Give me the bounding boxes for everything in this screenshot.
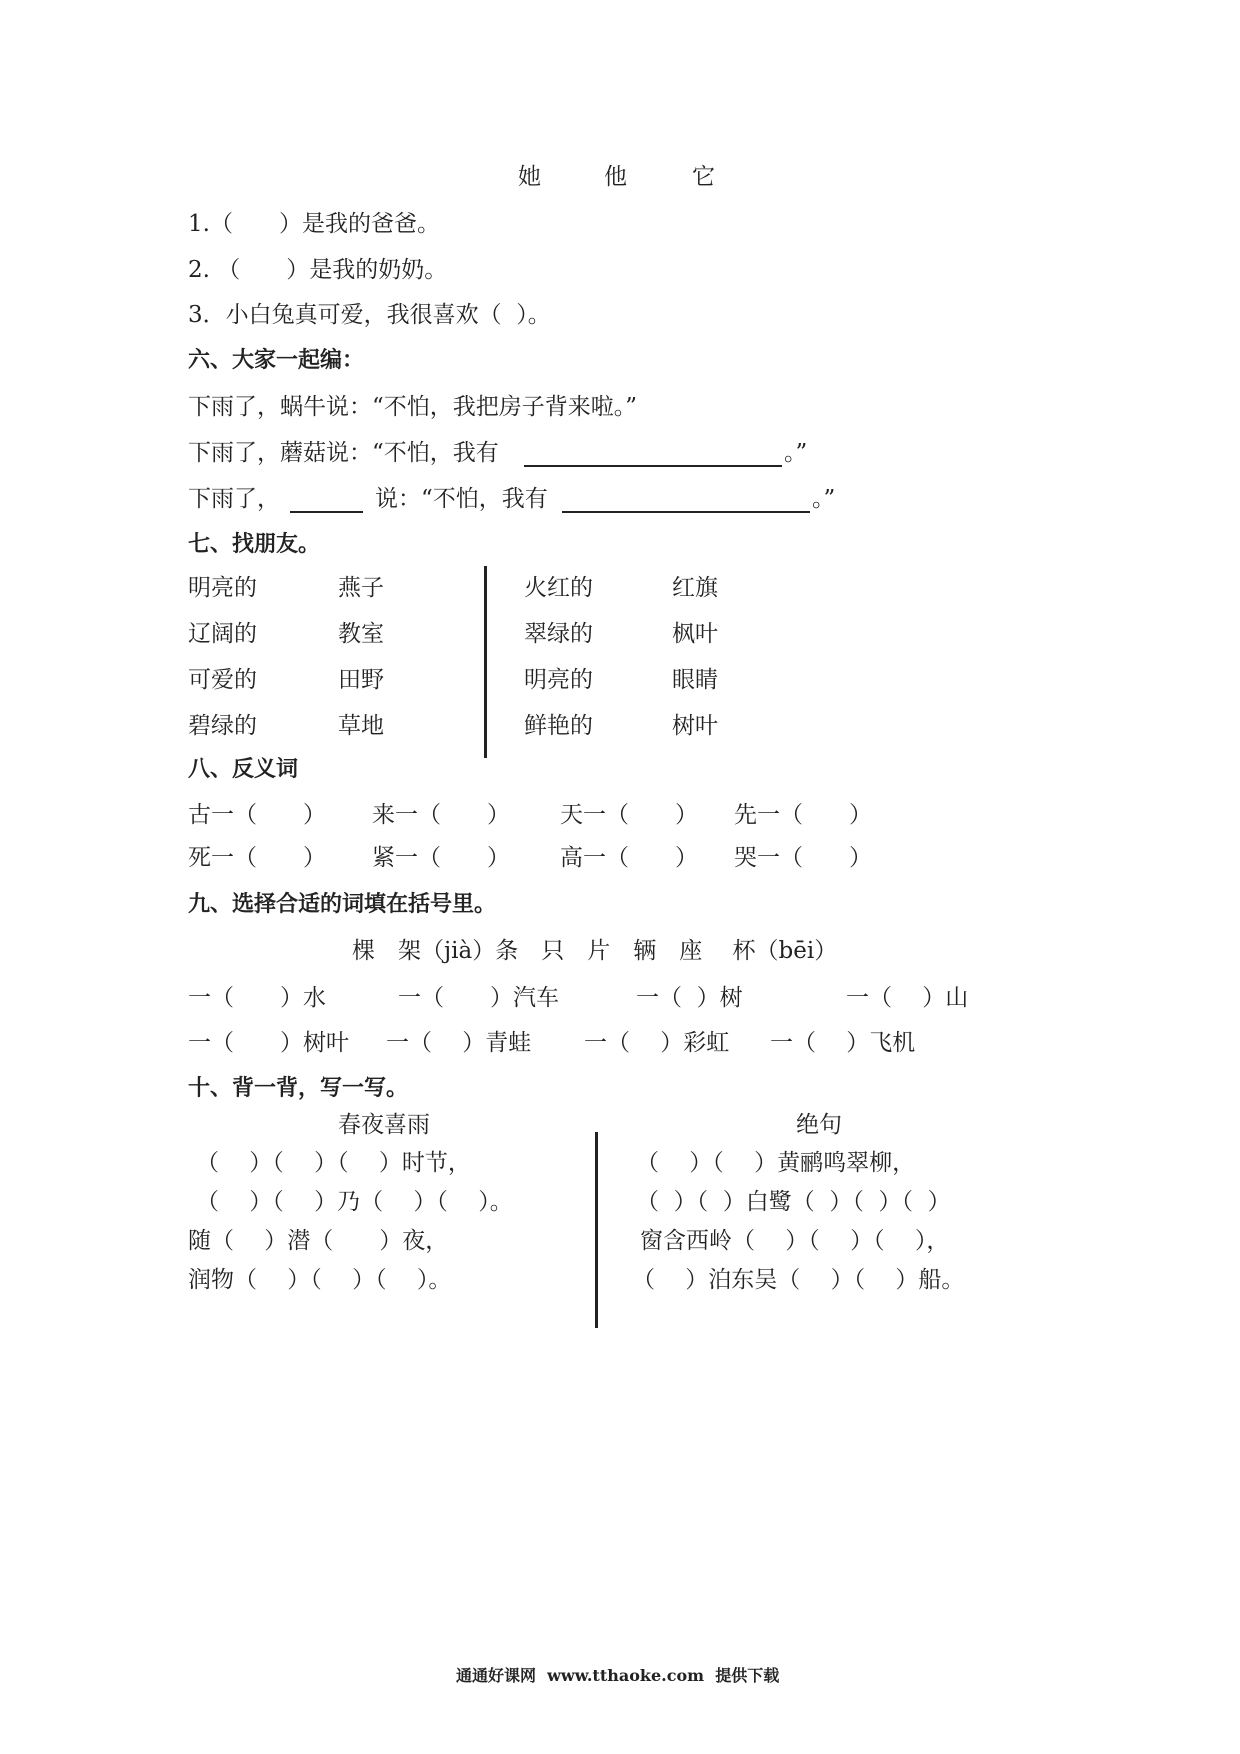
section6-heading: 六、大家一起编： — [188, 348, 365, 373]
match-right-noun-2: 枫叶 — [672, 621, 718, 647]
pronoun-2: 他 — [604, 164, 627, 190]
poem1-line: （ ）（ ）乃（ ）（ ）。 — [196, 1189, 513, 1215]
match-left-noun-3: 田野 — [338, 667, 384, 693]
measure-item: 一（ ）飞机 — [770, 1030, 916, 1056]
pronoun-1: 她 — [518, 164, 541, 190]
match-right-adj-1: 火红的 — [524, 575, 593, 601]
measure-item: 一（ ）山 — [846, 985, 969, 1011]
match-left-adj-2: 辽阔的 — [188, 621, 257, 647]
poem2-title: 绝句 — [796, 1112, 842, 1138]
section6-line2-prefix: 下雨了，蘑菇说：“不怕，我有 — [188, 440, 499, 466]
match-left-noun-2: 教室 — [338, 621, 384, 647]
match-right-noun-3: 眼睛 — [672, 667, 718, 693]
section7-heading: 七、找朋友。 — [188, 532, 321, 557]
antonym-item: 哭一（ ） — [734, 845, 872, 871]
section8-heading: 八、反义词 — [188, 757, 299, 782]
match-right-noun-4: 树叶 — [672, 713, 718, 739]
poem2-line: （ ）泊东吴（ ）（ ）船。 — [632, 1267, 965, 1293]
section6-line3-blank[interactable] — [562, 511, 810, 513]
section6-line3-suffix: 。” — [812, 486, 836, 512]
antonym-item: 先一（ ） — [734, 802, 872, 828]
measure-item: 一（ ）水 — [188, 985, 326, 1011]
section6-line1: 下雨了，蜗牛说：“不怕，我把房子背来啦。” — [188, 394, 638, 420]
match-left-adj-4: 碧绿的 — [188, 713, 257, 739]
match-left-noun-1: 燕子 — [338, 575, 384, 601]
poem2-line: （ ）（ ）白鹭（ ）（ ）（ ） — [636, 1189, 951, 1215]
antonym-item: 天一（ ） — [560, 802, 698, 828]
fill-item-1: 1.（ ）是我的爸爸。 — [188, 211, 440, 237]
footer-credit: 通通好课网 www.tthaoke.com 提供下载 — [456, 1666, 780, 1685]
poem2-line: 窗含西岭（ ）（ ）（ ）， — [640, 1228, 950, 1254]
match-right-noun-1: 红旗 — [672, 575, 718, 601]
measure-item: 一（ ）树 — [636, 985, 743, 1011]
section6-line2-blank[interactable] — [524, 465, 782, 467]
antonym-item: 高一（ ） — [560, 845, 698, 871]
poem1-line: （ ）（ ）（ ）时节， — [196, 1150, 471, 1176]
poem1-line: 随（ ）潜（ ）夜， — [188, 1228, 449, 1254]
measure-item: 一（ ）青蛙 — [386, 1030, 532, 1056]
poem1-title: 春夜喜雨 — [338, 1112, 430, 1138]
match-right-adj-4: 鲜艳的 — [524, 713, 593, 739]
fill-item-3: 3．小白兔真可爱，我很喜欢（ ）。 — [188, 302, 551, 328]
antonym-item: 紧一（ ） — [372, 845, 510, 871]
antonym-item: 死一（ ） — [188, 845, 326, 871]
poem-divider — [595, 1132, 598, 1328]
section6-line3-name-blank[interactable] — [290, 511, 363, 513]
match-divider — [484, 566, 487, 758]
section9-heading: 九、选择合适的词填在括号里。 — [188, 892, 497, 917]
section6-line2-suffix: 。” — [784, 440, 808, 466]
section10-heading: 十、背一背，写一写。 — [188, 1076, 409, 1101]
section6-line3-middle: 说：“不怕，我有 — [375, 486, 548, 512]
measure-item: 一（ ）树叶 — [188, 1030, 349, 1056]
measure-item: 一（ ）汽车 — [398, 985, 559, 1011]
antonym-item: 古一（ ） — [188, 802, 326, 828]
poem1-line: 润物（ ）（ ）（ ）。 — [188, 1267, 452, 1293]
match-right-adj-2: 翠绿的 — [524, 621, 593, 647]
poem2-line: （ ）（ ）黄鹂鸣翠柳， — [636, 1150, 916, 1176]
match-left-noun-4: 草地 — [338, 713, 384, 739]
antonym-item: 来一（ ） — [372, 802, 510, 828]
section6-line3-prefix: 下雨了， — [188, 486, 280, 512]
match-left-adj-3: 可爱的 — [188, 667, 257, 693]
pronoun-3: 它 — [692, 164, 715, 190]
fill-item-2: 2. （ ）是我的奶奶。 — [188, 257, 448, 283]
measure-item: 一（ ）彩虹 — [584, 1030, 730, 1056]
measure-word-bank: 棵 架（jià）条 只 片 辆 座 杯（bēi） — [352, 938, 838, 964]
match-right-adj-3: 明亮的 — [524, 667, 593, 693]
match-left-adj-1: 明亮的 — [188, 575, 257, 601]
